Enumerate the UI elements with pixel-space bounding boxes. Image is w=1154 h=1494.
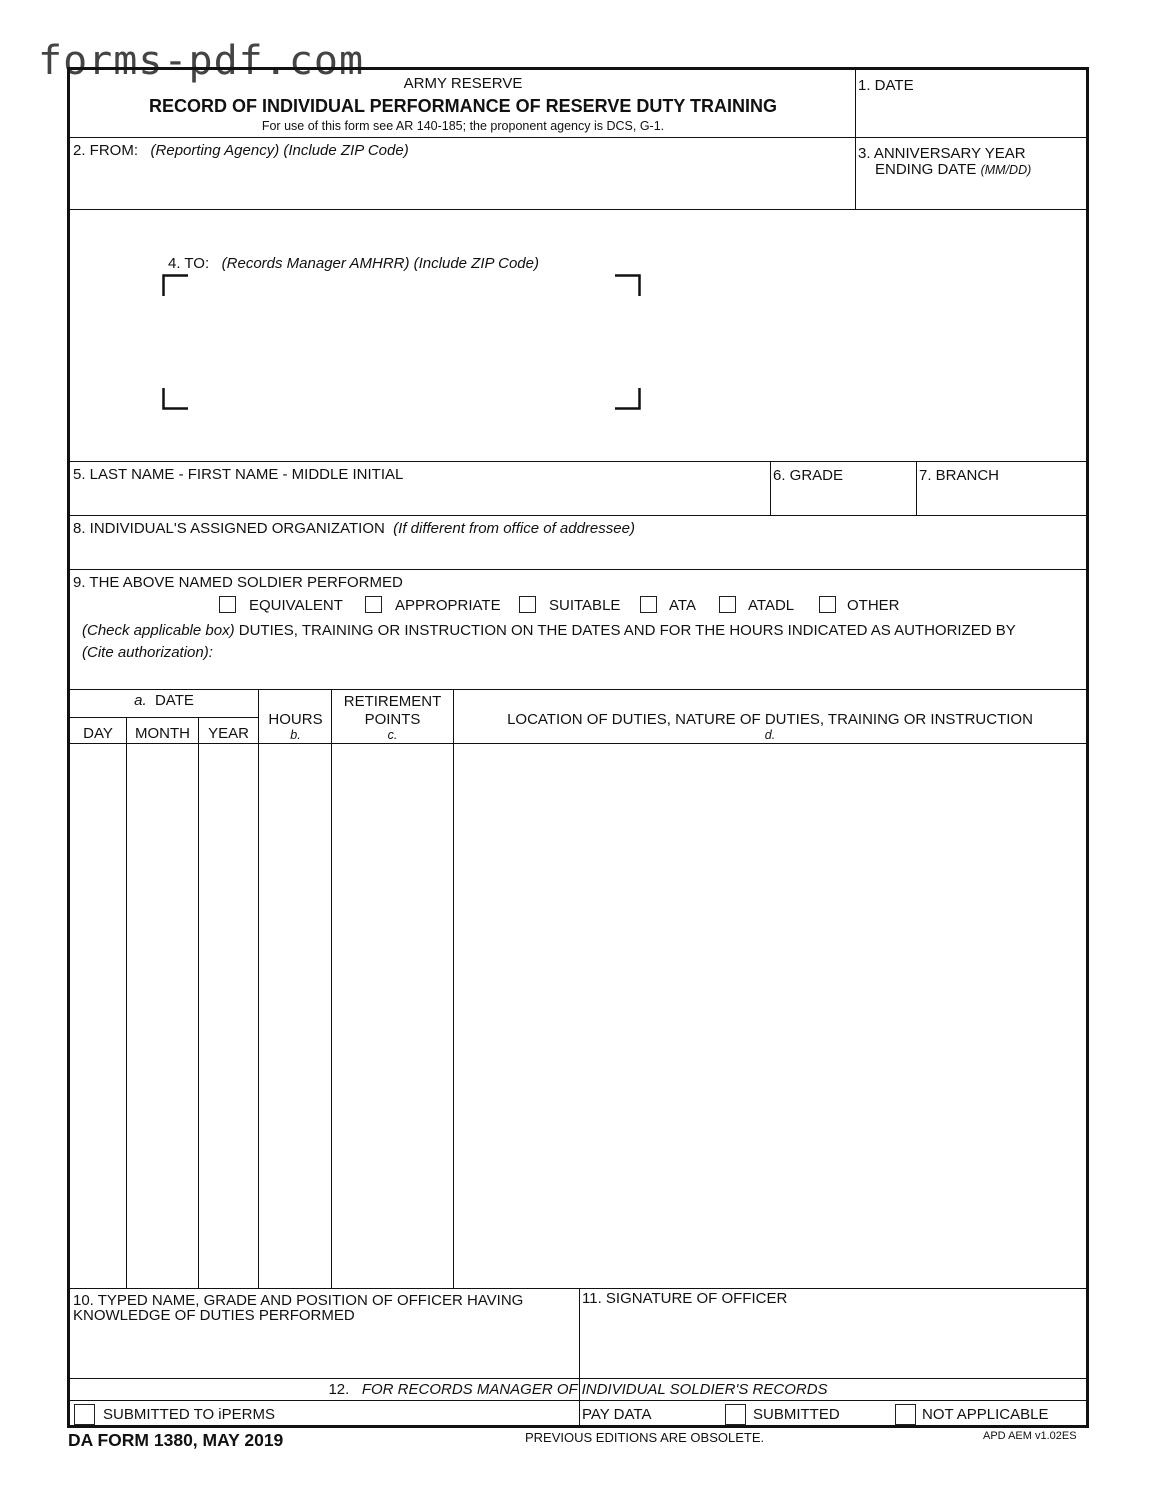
- from-label: 2. FROM: (Reporting Agency) (Include ZIP Code): [73, 142, 409, 159]
- form-title: RECORD OF INDIVIDUAL PERFORMANCE OF RESERVE DUTY TRAINING: [148, 96, 778, 116]
- points-column-header-line1: RETIREMENT: [343, 693, 442, 710]
- month-column-entries[interactable]: [128, 746, 197, 1286]
- pay-data-not-applicable-label: NOT APPLICABLE: [922, 1406, 1049, 1423]
- other-checkbox[interactable]: [819, 596, 836, 613]
- form-subtitle: For use of this form see AR 140-185; the proponent agency is DCS, G-1.: [261, 119, 665, 133]
- anniversary-date-field[interactable]: [858, 178, 1084, 208]
- ata-checkbox[interactable]: [640, 596, 657, 613]
- anniversary-label-line1: 3. ANNIVERSARY YEAR: [858, 145, 1026, 162]
- pay-data-submitted-label: SUBMITTED: [753, 1406, 840, 1423]
- appropriate-label: APPROPRIATE: [395, 597, 501, 614]
- month-column-header: MONTH: [135, 725, 190, 742]
- atadl-label: ATADL: [748, 597, 795, 614]
- officer-name-field[interactable]: [73, 1326, 573, 1376]
- watermark: forms-pdf.com: [38, 38, 365, 84]
- year-column-header: YEAR: [208, 725, 249, 742]
- other-label: OTHER: [847, 597, 900, 614]
- ata-label: ATA: [669, 597, 696, 614]
- signature-label: 11. SIGNATURE OF OFFICER: [582, 1290, 788, 1307]
- appropriate-checkbox[interactable]: [365, 596, 382, 613]
- grade-field[interactable]: [773, 484, 913, 514]
- officer-signature-field[interactable]: [582, 1308, 1084, 1376]
- pay-data-not-applicable-checkbox[interactable]: [895, 1404, 916, 1425]
- to-label: 4. TO: (Records Manager AMHRR) (Include ZIP Code): [168, 255, 539, 272]
- section10-label-line2: KNOWLEDGE OF DUTIES PERFORMED: [73, 1307, 355, 1324]
- equivalent-label: EQUIVALENT: [249, 597, 343, 614]
- equivalent-checkbox[interactable]: [219, 596, 236, 613]
- hours-column-entries[interactable]: [260, 746, 330, 1286]
- to-address-field[interactable]: [166, 278, 636, 406]
- obsolete-notice: PREVIOUS EDITIONS ARE OBSOLETE.: [525, 1430, 765, 1445]
- branch-field[interactable]: [919, 484, 1084, 514]
- suitable-label: SUITABLE: [549, 597, 621, 614]
- organization-label: 8. INDIVIDUAL'S ASSIGNED ORGANIZATION (If different from office of addressee): [73, 520, 635, 537]
- authorization-field[interactable]: [230, 640, 1080, 686]
- date-column-header: a. DATE: [134, 692, 194, 709]
- grade-label: 6. GRADE: [773, 467, 844, 484]
- form-identifier: DA FORM 1380, MAY 2019: [68, 1430, 284, 1450]
- location-column-header: LOCATION OF DUTIES, NATURE OF DUTIES, TRAINING OR INSTRUCTION: [507, 711, 1033, 728]
- authorization-label: (Cite authorization):: [82, 644, 213, 661]
- points-column-entries[interactable]: [333, 746, 452, 1286]
- submitted-iperms-label: SUBMITTED TO iPERMS: [103, 1406, 275, 1423]
- date-label: 1. DATE: [858, 77, 914, 94]
- section9-instruction: (Check applicable box) DUTIES, TRAINING OR INSTRUCTION ON THE DATES AND FOR THE HOURS INDICATED AS AUTHORIZED BY: [82, 622, 1016, 639]
- location-column-letter: d.: [764, 728, 776, 742]
- points-column-header-line2: POINTS: [364, 711, 421, 728]
- pay-data-submitted-checkbox[interactable]: [725, 1404, 746, 1425]
- version-label: APD AEM v1.02ES: [983, 1430, 1077, 1442]
- pay-data-label: PAY DATA: [582, 1406, 652, 1423]
- hours-column-letter: b.: [290, 728, 301, 742]
- anniversary-label-line2: ENDING DATE (MM/DD): [875, 161, 1032, 178]
- year-column-entries[interactable]: [200, 746, 257, 1286]
- day-column-header: DAY: [83, 725, 113, 742]
- organization-field[interactable]: [73, 538, 1083, 568]
- location-column-entries[interactable]: [455, 746, 1084, 1286]
- section10-label-line1: 10. TYPED NAME, GRADE AND POSITION OF OFFICER HAVING: [73, 1292, 524, 1309]
- points-column-letter: c.: [387, 728, 398, 742]
- day-column-entries[interactable]: [71, 746, 125, 1286]
- agency-name: ARMY RESERVE: [403, 75, 523, 92]
- date-field[interactable]: [858, 92, 1084, 136]
- from-field[interactable]: [73, 160, 851, 206]
- section12-label: 12. FOR RECORDS MANAGER OF INDIVIDUAL SOLDIER'S RECORDS: [328, 1381, 828, 1398]
- branch-label: 7. BRANCH: [919, 467, 1000, 484]
- name-field[interactable]: [73, 484, 765, 514]
- hours-column-header: HOURS: [268, 711, 323, 728]
- submitted-iperms-checkbox[interactable]: [74, 1404, 95, 1425]
- suitable-checkbox[interactable]: [519, 596, 536, 613]
- da-form-1380: [67, 67, 1089, 1428]
- section9-label: 9. THE ABOVE NAMED SOLDIER PERFORMED: [73, 574, 403, 591]
- name-label: 5. LAST NAME - FIRST NAME - MIDDLE INITIAL: [73, 466, 404, 483]
- atadl-checkbox[interactable]: [719, 596, 736, 613]
